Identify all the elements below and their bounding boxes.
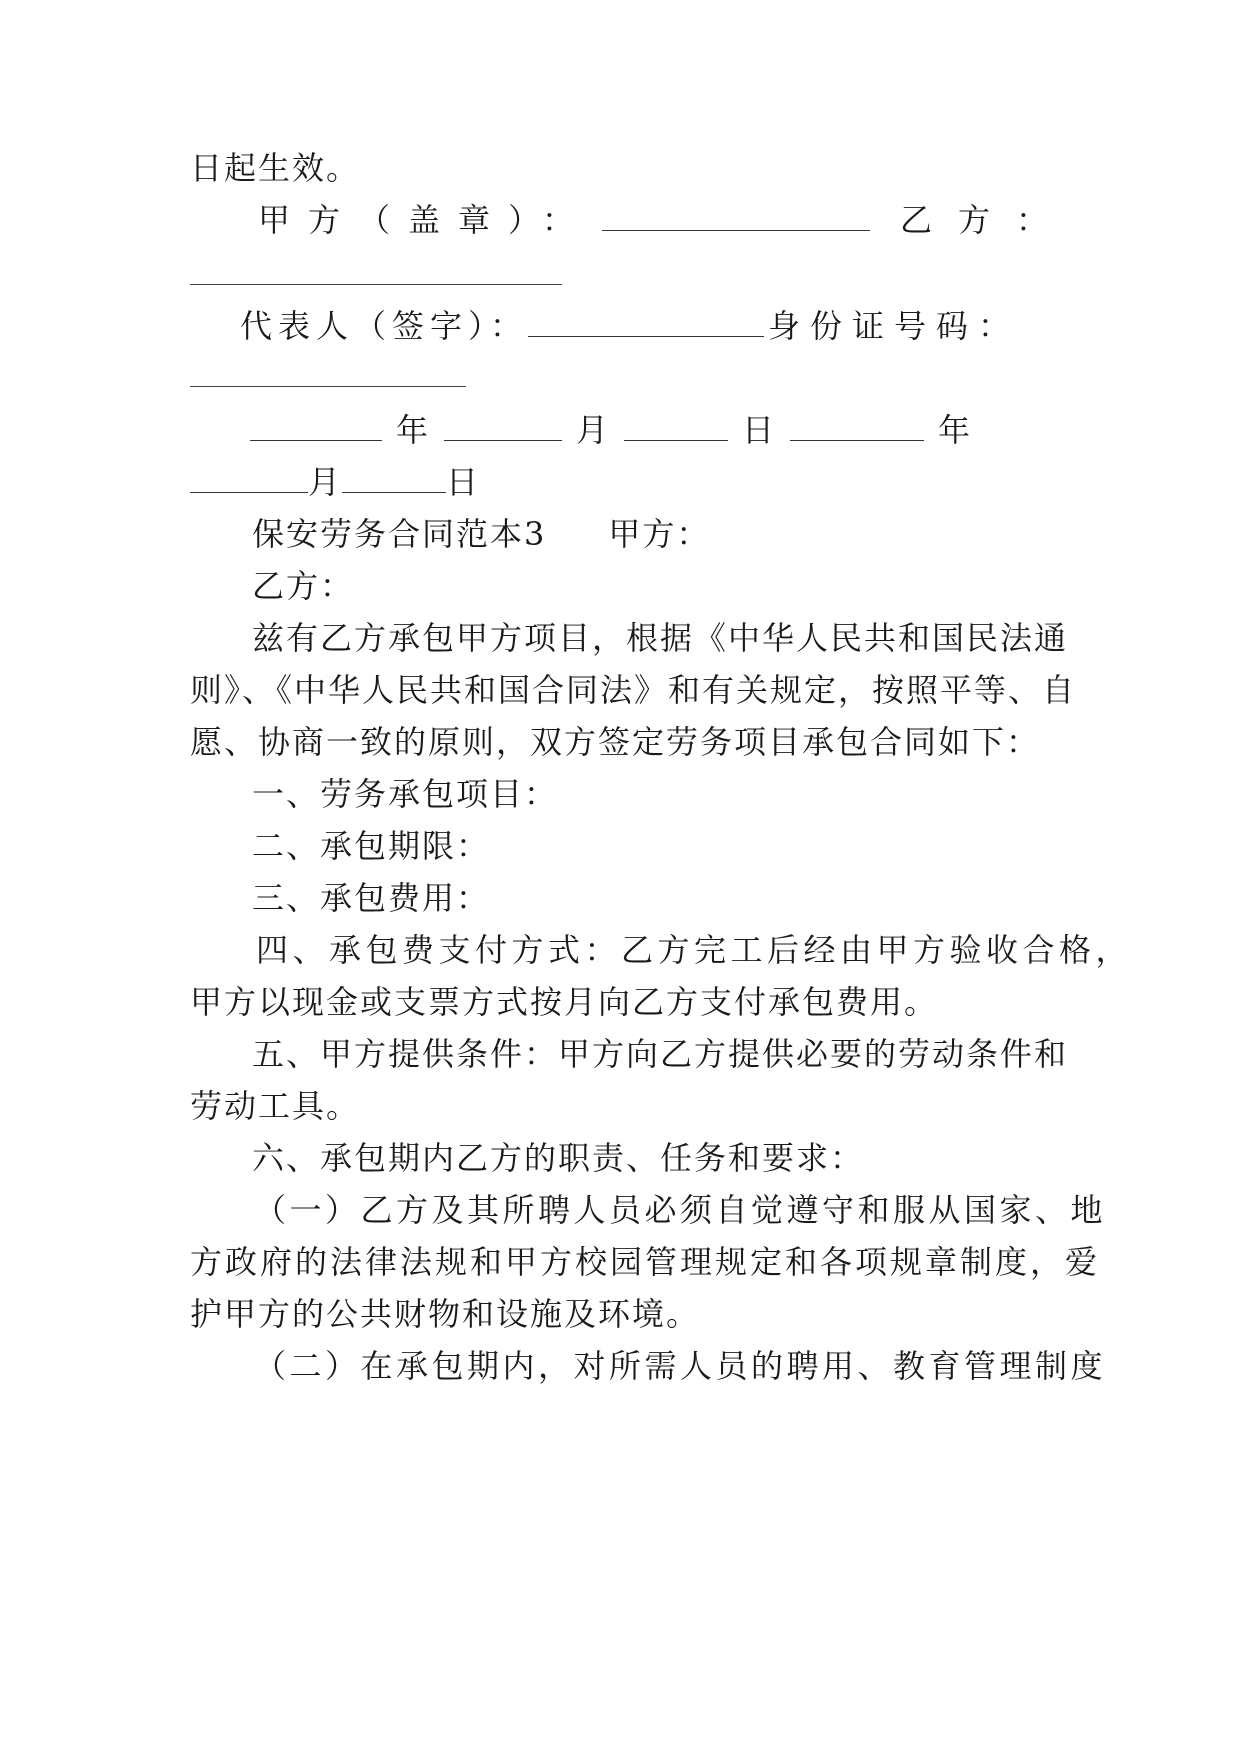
party-b-line: 乙方： [252,567,355,605]
paragraph-line: 愿、协商一致的原则，双方签定劳务项目承包合同如下： [190,723,1041,761]
day-blank-2 [342,468,446,493]
day-label-2: 日 [446,463,481,501]
subclause-text: （二）在承包期内，对所需人员的聘用、教育管理制度 [254,1347,1107,1385]
month-blank [444,416,562,441]
day-blank [624,416,728,441]
clause-text: 劳动工具。 [190,1087,361,1125]
rep-sign-label: 代表人（签字）： [240,307,529,345]
party-a-seal-label: 甲方（盖章）： [258,201,593,239]
clause-text: 四、承包费支付方式：乙方完工后经由甲方验收合格， [256,931,1133,969]
subclause-text: （一）乙方及其所聘人员必须自觉遵守和服从国家、地 [254,1191,1107,1229]
year-blank-2 [790,416,924,441]
contract-title: 保安劳务合同范本3 [252,515,547,553]
year-blank [250,416,382,441]
signature-line-party-a [258,200,1075,240]
id-number-label: 身份证号码： [768,307,1021,345]
month-label-2: 月 [308,463,343,501]
party-a-blank [602,206,870,231]
clause-heading: 二、承包期限： [252,827,491,865]
paragraph-text: 兹有乙方承包甲方项目，根据《中华人民共和国民法通 [252,619,1069,657]
text-line: 日起生效。 [190,149,361,187]
clause-text: 五、甲方提供条件：甲方向乙方提供必要的劳动条件和 [252,1035,1069,1073]
paragraph-line [252,618,1069,658]
party-b-label: 乙方： [900,201,1075,239]
contract-title-line [252,514,1048,554]
clause-text: 甲方以现金或支票方式按月向乙方支付承包费用。 [190,983,939,1021]
subclause-text: 护甲方的公共财物和设施及环境。 [190,1295,701,1333]
id-number-blank [190,386,466,387]
paragraph-line: 则》、《中华人民共和国合同法》和有关规定，按照平等、自 [190,671,1077,709]
title-party-a-label: 甲方： [608,515,711,553]
party-b-blank [190,284,562,285]
signature-line-rep [240,306,1050,346]
month-label: 月 [576,411,611,449]
date-line [250,410,1050,450]
year-label-2: 年 [938,411,973,449]
rep-blank [528,312,764,337]
clause-heading: 六、承包期内乙方的职责、任务和要求： [252,1139,865,1177]
year-label: 年 [396,411,431,449]
month-blank-2 [190,468,308,493]
subclause-text: 方政府的法律法规和甲方校园管理规定和各项规章制度，爱 [190,1243,1101,1281]
day-label: 日 [742,411,777,449]
clause-heading: 一、劳务承包项目： [252,775,559,813]
clause-heading: 三、承包费用： [252,879,491,917]
date-line-continued [190,462,1050,502]
